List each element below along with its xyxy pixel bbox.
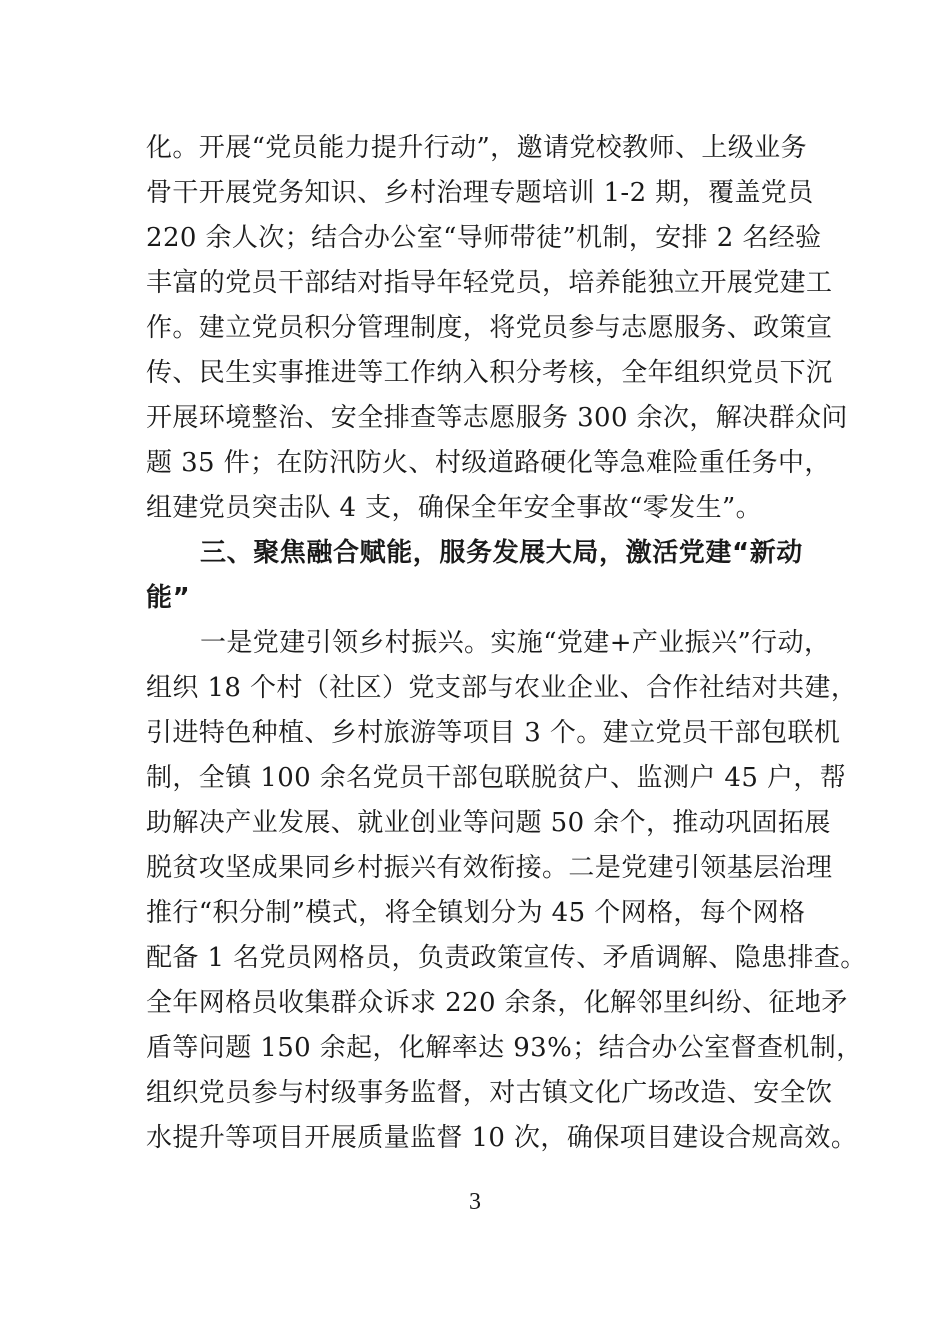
text-line: 组建党员突击队 4 支，确保全年安全事故“零发生”。 — [146, 493, 763, 523]
page-number: 3 — [469, 1189, 481, 1215]
text-line: 制，全镇 100 余名党员干部包联脱贫户、监测户 45 户，帮 — [146, 763, 847, 793]
heading-line: 能” — [146, 583, 191, 613]
text-line: 水提升等项目开展质量监督 10 次，确保项目建设合规高效。 — [146, 1123, 858, 1153]
text-line: 配备 1 名党员网格员，负责政策宣传、矛盾调解、隐患排查。 — [146, 943, 867, 973]
text-line: 化。开展“党员能力提升行动”，邀请党校教师、上级业务 — [146, 133, 807, 163]
text-line: 引进特色种植、乡村旅游等项目 3 个。建立党员干部包联机 — [146, 718, 841, 748]
text-line: 助解决产业发展、就业创业等问题 50 余个，推动巩固拓展 — [146, 808, 831, 838]
text-line: 推行“积分制”模式，将全镇划分为 45 个网格，每个网格 — [146, 898, 806, 928]
text-line: 题 35 件；在防汛防火、村级道路硬化等急难险重任务中， — [146, 448, 831, 478]
text-line: 220 余人次；结合办公室“导师带徒”机制，安排 2 名经验 — [146, 223, 822, 253]
text-line: 组织 18 个村（社区）党支部与农业企业、合作社结对共建， — [146, 673, 858, 703]
text-line: 骨干开展党务知识、乡村治理专题培训 1-2 期，覆盖党员 — [146, 178, 814, 208]
text-line: 传、民生实事推进等工作纳入积分考核，全年组织党员下沉 — [146, 358, 833, 388]
text-line: 脱贫攻坚成果同乡村振兴有效衔接。二是党建引领基层治理 — [146, 853, 833, 883]
text-line: 盾等问题 150 余起，化解率达 93%；结合办公室督查机制， — [146, 1033, 863, 1063]
text-line: 作。建立党员积分管理制度，将党员参与志愿服务、政策宣 — [146, 313, 833, 343]
text-line: 组织党员参与村级事务监督，对古镇文化广场改造、安全饮 — [146, 1078, 833, 1108]
text-line: 丰富的党员干部结对指导年轻党员，培养能独立开展党建工 — [146, 268, 833, 298]
text-line: 全年网格员收集群众诉求 220 余条，化解邻里纠纷、征地矛 — [146, 988, 848, 1018]
text-line: 开展环境整治、安全排查等志愿服务 300 余次，解决群众问 — [146, 403, 848, 433]
heading-line: 三、聚焦融合赋能，服务发展大局，激活党建“新动 — [200, 538, 803, 568]
text-line: 一是党建引领乡村振兴。实施“党建+产业振兴”行动， — [200, 628, 831, 658]
